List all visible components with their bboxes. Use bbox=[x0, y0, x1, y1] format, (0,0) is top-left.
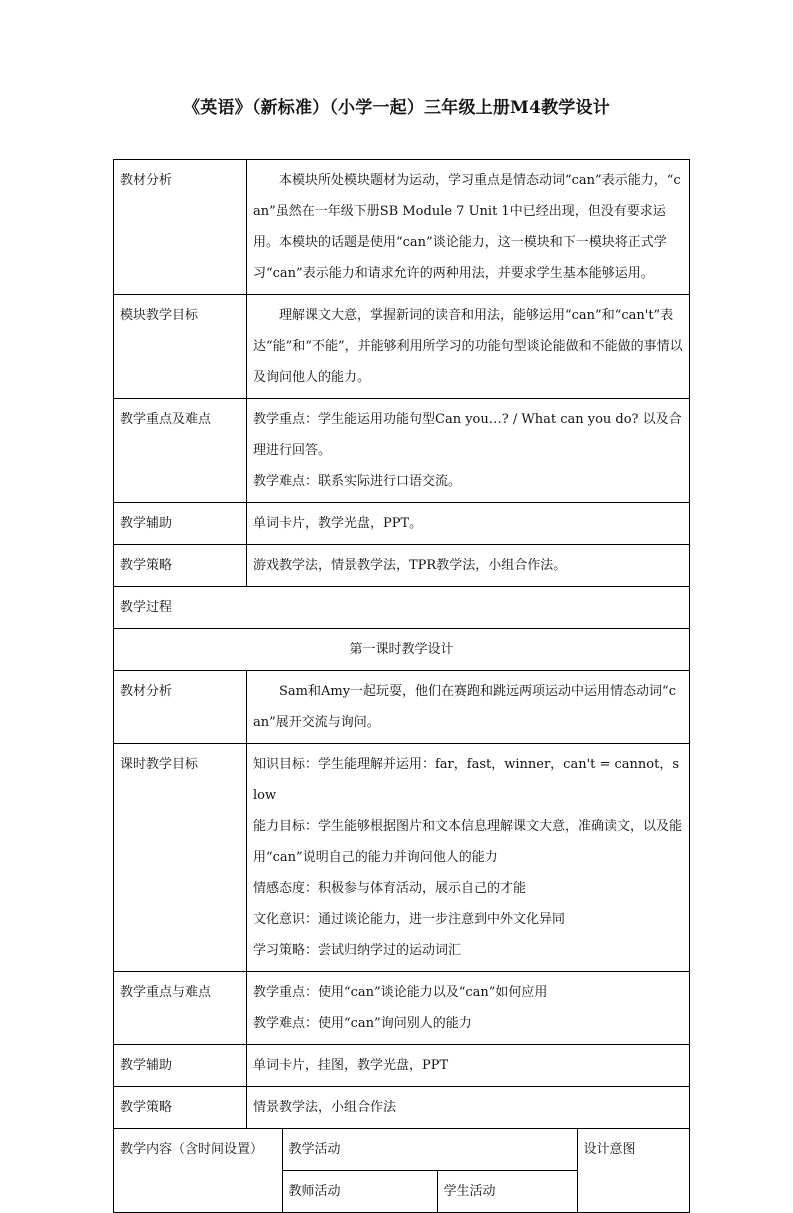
lesson1-goal-knowledge: 知识目标：学生能理解并运用：far，fast，winner，can't = cannot，slow bbox=[253, 757, 680, 803]
module-aids-label: 教学辅助 bbox=[114, 503, 247, 545]
process-row bbox=[114, 587, 690, 629]
student-activity-label: 学生活动 bbox=[437, 1171, 577, 1213]
lesson1-aids-row bbox=[114, 1045, 690, 1087]
lesson1-goal-strategy: 学习策略：尝试归纳学过的运动词汇 bbox=[253, 943, 462, 958]
module-goal-text: 理解课文大意，掌握新词的读音和用法，能够运用“can”和“can't”表达“能”和“不能”，并能够利用所学习的功能句型谈论能做和不能做的事情以及询问他人的能力。 bbox=[253, 308, 683, 385]
process-label: 教学过程 bbox=[114, 587, 690, 629]
lesson1-goal-ability: 能力目标：学生能够根据图片和文本信息理解课文大意，准确读文，以及能用“can”说明自己的能力并询问他人的能力 bbox=[253, 819, 683, 865]
lesson1-key-point: 教学重点：使用“can”谈论能力以及“can”如何应用 bbox=[253, 985, 548, 1000]
lesson1-analysis-text: Sam和Amy一起玩耍，他们在赛跑和跳远两项运动中运用情态动词“can”展开交流与询问。 bbox=[253, 684, 676, 730]
lesson1-heading: 第一课时教学设计 bbox=[114, 629, 690, 671]
module-goal-label: 模块教学目标 bbox=[114, 295, 247, 399]
lesson1-aids-label: 教学辅助 bbox=[114, 1045, 247, 1087]
module-strategy-text: 游戏教学法，情景教学法，TPR教学法，小组合作法。 bbox=[247, 545, 690, 587]
lesson1-analysis-row bbox=[114, 671, 690, 744]
module-difficulty: 教学难点：联系实际进行口语交流。 bbox=[253, 474, 462, 489]
lesson1-goal-row bbox=[114, 744, 690, 972]
intent-label: 设计意图 bbox=[577, 1129, 690, 1212]
module-aids-row bbox=[114, 503, 690, 545]
lesson1-goal-attitude: 情感态度：积极参与体育活动，展示自己的才能 bbox=[253, 881, 527, 896]
lesson1-strategy-text: 情景教学法，小组合作法 bbox=[247, 1087, 690, 1129]
lesson1-aids-text: 单词卡片，挂图，教学光盘，PPT bbox=[247, 1045, 690, 1087]
module-key-point: 教学重点：学生能运用功能句型Can you…? / What can you do? 以及合理进行回答。 bbox=[253, 412, 682, 458]
lesson1-analysis-label: 教材分析 bbox=[114, 671, 247, 744]
lesson1-content-row bbox=[114, 1129, 690, 1213]
teacher-activity-label: 教师活动 bbox=[282, 1171, 437, 1213]
lesson1-key-label: 教学重点与难点 bbox=[114, 972, 247, 1045]
lesson1-heading-row bbox=[114, 629, 690, 671]
module-goal-row bbox=[114, 295, 690, 399]
module-key-row bbox=[114, 399, 690, 503]
module-strategy-row bbox=[114, 545, 690, 587]
activity-label: 教学活动 bbox=[282, 1129, 577, 1171]
document-title: 《英语》（新标准）（小学一起）三年级上册M4教学设计 bbox=[183, 98, 610, 118]
module-aids-text: 单词卡片，教学光盘，PPT。 bbox=[247, 503, 690, 545]
lesson1-strategy-row bbox=[114, 1087, 690, 1129]
activity-header-table bbox=[114, 1129, 690, 1212]
lesson1-goal-label: 课时教学目标 bbox=[114, 744, 247, 972]
module-analysis-row bbox=[114, 160, 690, 295]
lesson1-difficulty: 教学难点：使用“can”询问别人的能力 bbox=[253, 1016, 472, 1031]
lesson1-strategy-label: 教学策略 bbox=[114, 1087, 247, 1129]
module-key-label: 教学重点及难点 bbox=[114, 399, 247, 503]
module-strategy-label: 教学策略 bbox=[114, 545, 247, 587]
lesson1-key-row bbox=[114, 972, 690, 1045]
module-analysis-label: 教材分析 bbox=[114, 160, 247, 295]
lesson-plan-table bbox=[113, 159, 690, 1213]
content-label: 教学内容（含时间设置） bbox=[114, 1129, 282, 1212]
lesson1-goal-culture: 文化意识：通过谈论能力，进一步注意到中外文化异同 bbox=[253, 912, 566, 927]
module-analysis-text: 本模块所处模块题材为运动，学习重点是情态动词“can”表示能力，“can”虽然在一年级下册SB Module 7 Unit 1中已经出现，但没有要求运用。本模块的话题是使用“can”谈论能力，这一模块和下一模块将正式学习“can”表示能力和请求允许的两种用法，并要求学生基本能够运用。 bbox=[253, 173, 681, 281]
